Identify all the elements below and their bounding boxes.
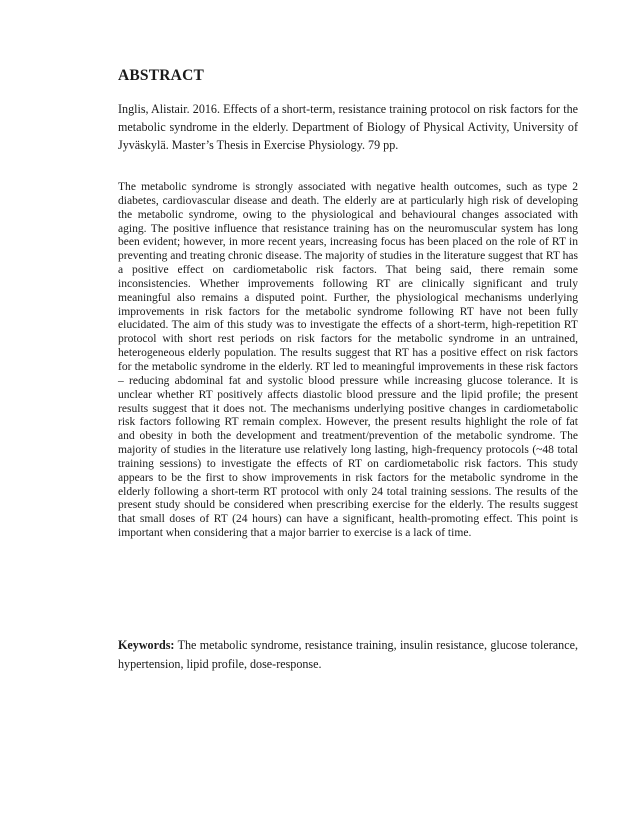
abstract-heading: ABSTRACT [118,67,205,84]
thesis-citation: Inglis, Alistair. 2016. Effects of a short-term, resistance training protocol on risk factors for the metabolic syndrome in the elderly. Department of Biology of Physical Activity, University of Jyväskylä. Master’s Thesis in Exercise Physiology. 79 pp. [118,102,578,153]
keywords-paragraph [118,636,578,673]
keywords-list: The metabolic syndrome, resistance training, insulin resistance, glucose tolerance, hypertension, lipid profile, dose-response. [118,638,578,671]
abstract-body-paragraph: The metabolic syndrome is strongly associated with negative health outcomes, such as type 2 diabetes, cardiovascular disease and death. The elderly are at particularly high risk of developing the metabolic syndrome, owing to the physiological and behavioural changes associated with aging. The positive influence that resistance training has on the neuromuscular system has long been evident; however, in more recent years, increasing focus has been placed on the role of RT in preventing and treating chronic disease. The majority of studies in the literature suggest that RT has a positive effect on cardiometabolic risk factors. That being said, there remain some inconsistencies. Whether improvements following RT are clinically significant and truly meaningful also remains a disputed point. Further, the physiological mechanisms underlying improvements in risk factors for the metabolic syndrome following RT have not been fully elucidated. The aim of this study was to investigate the effects of a short-term, high-repetition RT protocol with short rest periods on risk factors for the metabolic syndrome in an untrained, heterogeneous elderly population. The results suggest that RT has a positive effect on risk factors for the metabolic syndrome in the elderly. RT led to meaningful improvements in these risk factors – reducing abdominal fat and systolic blood pressure while increasing glucose tolerance. It is unclear whether RT positively affects diastolic blood pressure and the lipid profile; the present results suggest that it does not. The mechanisms underlying positive changes in cardiometabolic risk factors following RT remain complex. However, the present results highlight the role of fat and obesity in both the development and treatment/prevention of the metabolic syndrome. The majority of studies in the literature use relatively long lasting, high-frequency protocols (~48 total training sessions) to investigate the effects of RT on cardiometabolic risk factors. This study appears to be the first to show improvements in risk factors for the metabolic syndrome in the elderly following a short-term RT protocol with only 24 total training sessions. The results of the present study should be considered when prescribing exercise for the elderly. The results suggest that small doses of RT (24 hours) can have a significant, health-promoting effect. This point is important when considering that a major barrier to exercise is a lack of time. [118,181,578,540]
keywords-label: Keywords: [118,638,175,652]
